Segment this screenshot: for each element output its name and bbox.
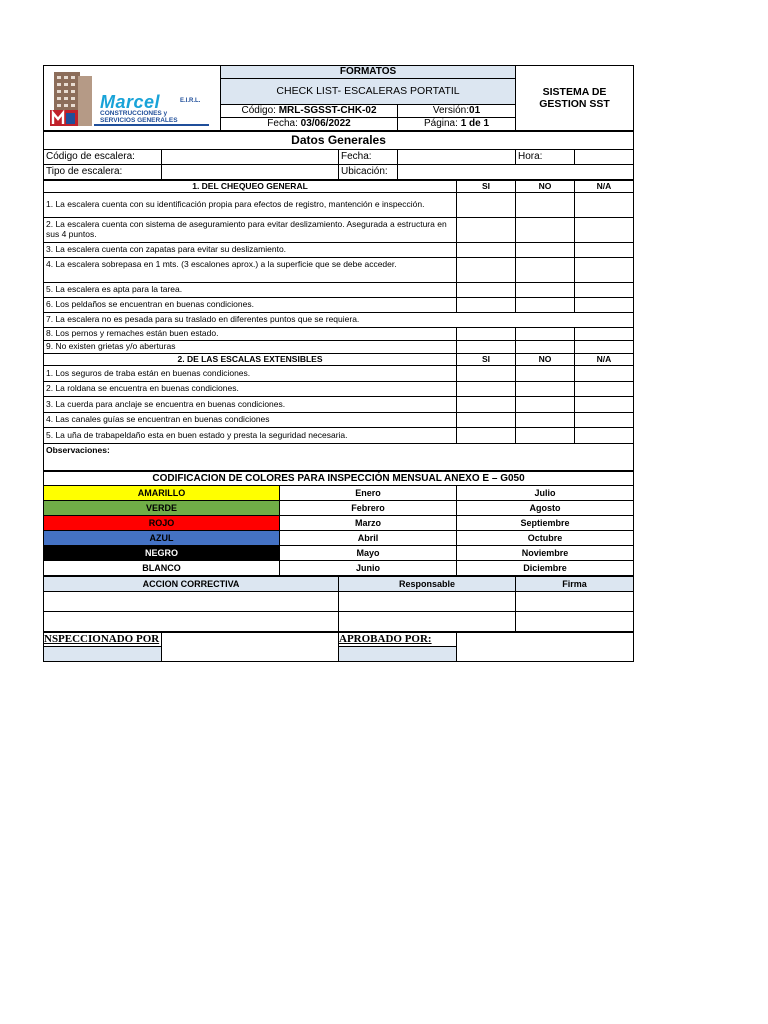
table-row <box>44 218 634 243</box>
inspeccionado-label: NSPECCIONADO POR <box>44 633 162 647</box>
table-row <box>44 243 634 258</box>
color-row <box>44 561 634 576</box>
table-row <box>44 366 634 382</box>
answer-na[interactable] <box>575 366 634 382</box>
color-row <box>44 531 634 546</box>
table-row <box>44 397 634 413</box>
answer-si[interactable] <box>457 366 516 382</box>
color-verde: VERDE <box>44 501 280 516</box>
month-agosto: Agosto <box>457 501 634 516</box>
answer-na[interactable] <box>575 243 634 258</box>
month-abril: Abril <box>280 531 457 546</box>
section1-na-header: N/A <box>575 181 634 193</box>
table-row <box>44 592 634 612</box>
accion-correctiva-header: ACCION CORRECTIVA <box>44 577 339 592</box>
month-junio: Junio <box>280 561 457 576</box>
answer-no[interactable] <box>516 193 575 218</box>
answer-no[interactable] <box>516 341 575 354</box>
month-noviembre: Noviembre <box>457 546 634 561</box>
fecha-doc-value: 03/06/2022 <box>300 118 351 130</box>
checklist-sheet <box>43 65 633 662</box>
table-row <box>44 193 634 218</box>
answer-no[interactable] <box>516 283 575 298</box>
codigo-escalera-field[interactable] <box>162 150 339 165</box>
section2-na-header: N/A <box>575 354 634 366</box>
accion-field[interactable] <box>44 592 339 612</box>
color-row <box>44 546 634 561</box>
question-2: 2. La escalera cuenta con sistema de aseguramiento para evitar deslizamiento. Asegurada a estructura en sus 4 puntos. <box>44 218 457 243</box>
logo-tagline-2: SERVICIOS GENERALES <box>100 117 178 124</box>
answer-na[interactable] <box>575 298 634 313</box>
answer-na[interactable] <box>575 193 634 218</box>
firmas-table <box>43 632 634 662</box>
month-octubre: Octubre <box>457 531 634 546</box>
ubicacion-field[interactable] <box>398 165 634 180</box>
answer-si[interactable] <box>457 243 516 258</box>
answer-no[interactable] <box>516 366 575 382</box>
document-title: CHECK LIST- ESCALERAS PORTATIL <box>221 79 516 104</box>
inspeccionado-name-field[interactable] <box>44 646 162 661</box>
section1-title: 1. DEL CHEQUEO GENERAL <box>44 181 457 193</box>
color-row <box>44 501 634 516</box>
firma-field[interactable] <box>516 592 634 612</box>
color-azul: AZUL <box>44 531 280 546</box>
month-febrero: Febrero <box>280 501 457 516</box>
answer-na[interactable] <box>575 218 634 243</box>
question-3: 3. La escalera cuenta con zapatas para evitar su deslizamiento. <box>44 243 457 258</box>
question-1: 1. La escalera cuenta con su identificación propia para efectos de registro, mantención e inspección. <box>44 193 457 218</box>
month-diciembre: Diciembre <box>457 561 634 576</box>
answer-si[interactable] <box>457 328 516 341</box>
question-7: 7. La escalera no es pesada para su traslado en diferentes puntos que se requiera. <box>44 313 634 328</box>
fecha-doc-cell <box>221 117 398 130</box>
answer-no[interactable] <box>516 218 575 243</box>
pagina-value: 1 de 1 <box>460 118 490 130</box>
table-row <box>44 298 634 313</box>
answer-no[interactable] <box>516 397 575 413</box>
logo-suffix: E.I.R.L. <box>180 98 201 104</box>
answer-si[interactable] <box>457 341 516 354</box>
section2-no-header: NO <box>516 354 575 366</box>
answer-na[interactable] <box>575 341 634 354</box>
header-table <box>43 65 634 131</box>
extensible-question-4: 4. Las canales guías se encuentran en buenas condiciones <box>44 413 457 428</box>
month-septiembre: Septiembre <box>457 516 634 531</box>
codigo-cell <box>221 104 398 117</box>
tipo-escalera-label: Tipo de escalera: <box>44 165 162 180</box>
answer-si[interactable] <box>457 298 516 313</box>
ubicacion-label: Ubicación: <box>339 165 398 180</box>
table-row <box>44 413 634 428</box>
sistema-gestion-label: SISTEMA DE GESTION SST <box>516 66 634 131</box>
answer-si[interactable] <box>457 193 516 218</box>
table-row <box>44 283 634 298</box>
answer-no[interactable] <box>516 258 575 283</box>
version-label: Versión: <box>432 104 470 116</box>
section1-table <box>43 180 634 471</box>
answer-na[interactable] <box>575 328 634 341</box>
question-9: 9. No existen grietas y/o aberturas <box>44 341 457 354</box>
table-row <box>44 258 634 283</box>
extensible-question-5: 5. La uña de trabapeldaño esta en buen estado y presta la seguridad necesaria. <box>44 428 457 444</box>
version-cell <box>398 104 516 117</box>
color-row <box>44 486 634 501</box>
hora-label: Hora: <box>516 150 575 165</box>
firma-header: Firma <box>516 577 634 592</box>
datos-table <box>43 131 634 180</box>
color-amarillo: AMARILLO <box>44 486 280 501</box>
color-rojo: ROJO <box>44 516 280 531</box>
month-enero: Enero <box>280 486 457 501</box>
answer-na[interactable] <box>575 428 634 444</box>
answer-no[interactable] <box>516 328 575 341</box>
section1-si-header: SI <box>457 181 516 193</box>
pagina-label: Página: <box>423 118 458 130</box>
table-row <box>44 341 634 354</box>
version-value: 01 <box>469 104 481 116</box>
tipo-escalera-field[interactable] <box>162 165 339 180</box>
codigo-value: MRL-SGSST-CHK-02 <box>278 104 377 116</box>
answer-si[interactable] <box>457 382 516 397</box>
color-blanco: BLANCO <box>44 561 280 576</box>
firma-field[interactable] <box>516 612 634 632</box>
month-mayo: Mayo <box>280 546 457 561</box>
formatos-label: FORMATOS <box>221 66 516 79</box>
aprobado-name-field[interactable] <box>339 646 457 661</box>
answer-si[interactable] <box>457 218 516 243</box>
answer-si[interactable] <box>457 413 516 428</box>
answer-na[interactable] <box>575 397 634 413</box>
answer-si[interactable] <box>457 428 516 444</box>
responsable-field[interactable] <box>339 592 516 612</box>
responsable-header: Responsable <box>339 577 516 592</box>
question-5: 5. La escalera es apta para la tarea. <box>44 283 457 298</box>
question-6: 6. Los peldaños se encuentran en buenas condiciones. <box>44 298 457 313</box>
accion-field[interactable] <box>44 612 339 632</box>
extensible-question-2: 2. La roldana se encuentra en buenas condiciones. <box>44 382 457 397</box>
month-marzo: Marzo <box>280 516 457 531</box>
fecha-label: Fecha: <box>339 150 398 165</box>
observaciones-field[interactable]: Observaciones: <box>44 444 634 471</box>
answer-si[interactable] <box>457 258 516 283</box>
datos-generales-title: Datos Generales <box>44 132 634 150</box>
codigo-label: Código: <box>241 104 276 116</box>
color-negro: NEGRO <box>44 546 280 561</box>
table-row <box>44 328 634 341</box>
pagina-cell <box>398 117 516 130</box>
answer-si[interactable] <box>457 283 516 298</box>
table-row <box>44 382 634 397</box>
section2-si-header: SI <box>457 354 516 366</box>
month-julio: Julio <box>457 486 634 501</box>
answer-na[interactable] <box>575 258 634 283</box>
accion-correctiva-table <box>43 576 634 632</box>
section2-title: 2. DE LAS ESCALAS EXTENSIBLES <box>44 354 457 366</box>
extensible-question-3: 3. La cuerda para anclaje se encuentra en buenas condiciones. <box>44 397 457 413</box>
aprobado-label: APROBADO POR: <box>339 633 457 647</box>
fecha-doc-label: Fecha: <box>267 118 298 130</box>
company-logo <box>44 66 221 131</box>
section1-no-header: NO <box>516 181 575 193</box>
answer-no[interactable] <box>516 243 575 258</box>
color-row <box>44 516 634 531</box>
answer-si[interactable] <box>457 397 516 413</box>
color-coding-title: CODIFICACION DE COLORES PARA INSPECCIÓN MENSUAL ANEXO E – G050 <box>44 472 634 486</box>
answer-no[interactable] <box>516 298 575 313</box>
codigo-escalera-label: Código de escalera: <box>44 150 162 165</box>
answer-no[interactable] <box>516 382 575 397</box>
color-coding-table <box>43 471 634 576</box>
logo-tagline-1: CONSTRUCCIONES y <box>100 110 168 117</box>
answer-no[interactable] <box>516 428 575 444</box>
table-row <box>44 612 634 632</box>
aprobado-field[interactable] <box>457 633 634 662</box>
inspeccionado-field[interactable] <box>162 633 339 662</box>
extensible-question-1: 1. Los seguros de traba están en buenas condiciones. <box>44 366 457 382</box>
responsable-field[interactable] <box>339 612 516 632</box>
answer-na[interactable] <box>575 382 634 397</box>
answer-na[interactable] <box>575 413 634 428</box>
table-row <box>44 428 634 444</box>
question-4: 4. La escalera sobrepasa en 1 mts. (3 escalones aprox.) a la superficie que se debe acceder. <box>44 258 457 283</box>
logo-name: Marcel <box>100 92 161 112</box>
question-8: 8. Los pernos y remaches están buen estado. <box>44 328 457 341</box>
answer-no[interactable] <box>516 413 575 428</box>
hora-field[interactable] <box>575 150 634 165</box>
fecha-field[interactable] <box>398 150 516 165</box>
table-row <box>44 313 634 328</box>
answer-na[interactable] <box>575 283 634 298</box>
